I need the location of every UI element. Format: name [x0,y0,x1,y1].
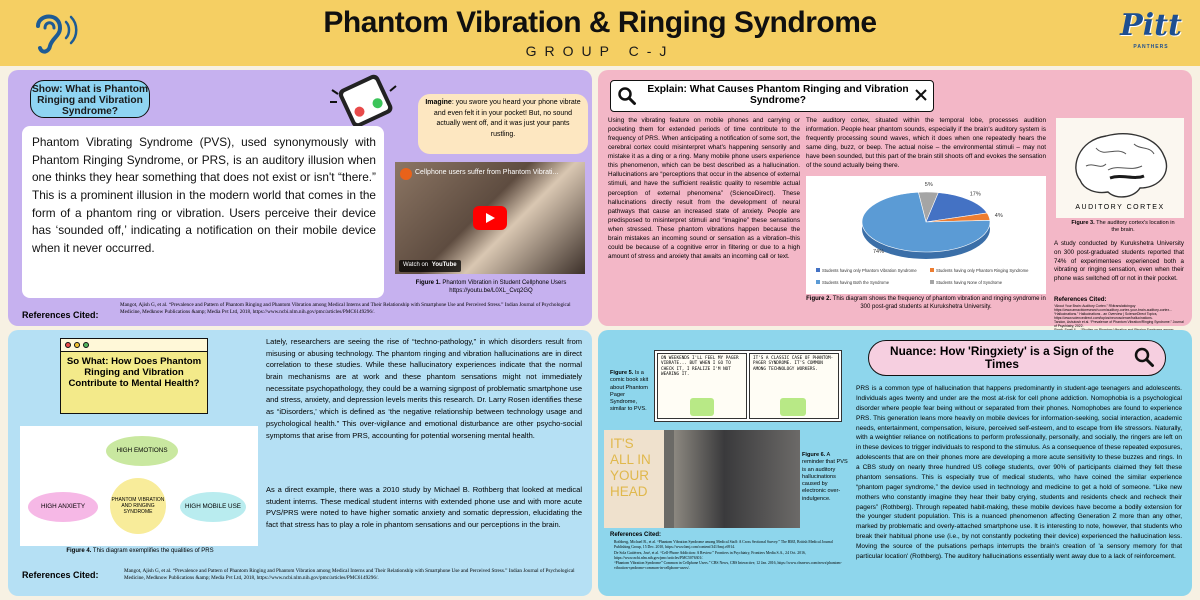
play-button[interactable] [473,206,507,230]
pie-chart-card [806,176,1046,294]
explain-reference-item: Tandon, Ashutosh et al. “Prevalence of Phantom Vibration/Ringing Syndrome.” Journal of Psychiatry, 2022. [1054,320,1184,329]
sowhat-references-label: References Cited: [22,570,99,580]
pie-chart [806,176,1046,294]
search-icon [1133,346,1155,368]
study-text: A study conducted by Kurukshetra University on 300 post-graduated students reported that 74% of experimentees experienced both a vibrating or ringing sensation, even when their phone was switched off or not in their pocket. [1054,240,1184,283]
dot-red-icon [65,342,71,348]
prs-center-node: PHANTOM VIBRATION AND RINGING SYNDROME [110,478,166,534]
pie-data-label: 74% [873,249,885,256]
sowhat-panel [8,330,592,596]
sowhat-paragraph-1: Lately, researchers are seeing the rise of “techno-pathology,” in which disorders result from misusing or abusing technology. The phantom ringing and vibration hallucinations are in direct correlation to these studies. While these hallucinatory experiences indicate that the normal brain mechanisms are at work and these phantom sensations might not immediately necessitate psychopathology, they could be a warning signpost of problematic smartphone use and stress, anxiety, and depression levels merits this research. Dr. Larry Rosen identifies these as “iDisorders,’ which is defined as ‘the negative relationship between technology usage and psychological health.” This over-vigilance and emotional disturbance are other psycho-social symptoms that arise from PRS, accounting for potential worsening mental health. [266,337,582,440]
high-emotions-node: HIGH EMOTIONS [106,436,178,466]
show-heading-text: Show: What is Phantom Ringing and Vibration Syndrome? [31,84,149,117]
nuance-references-list [614,540,848,571]
figure-2-text: This diagram shows the frequency of phantom vibration and ringing syndrome in 300 post-grad students at Kurukshetra University. [831,296,1046,310]
explain-heading-bar [610,80,934,112]
legend-swatch [930,268,934,272]
show-references-label: References Cited: [22,310,99,320]
high-anxiety-node: HIGH ANXIETY [28,492,98,522]
nuance-panel [598,330,1192,596]
close-icon [913,87,929,103]
sowhat-paragraph-2: As a direct example, there was a 2010 study by Michael B. Rothberg that looked at medical student interns. These medical student interns with extended phone use and with more acute PVS/PRS were noted to have higher somatic anxiety and somatic depression, elucidating the fact that stress has to play a role in phantom sensations and our perceptions in the brain. [266,485,582,530]
dot-green-icon [83,342,89,348]
legend-swatch [816,280,820,284]
explain-heading: Explain: What Causes Phantom Ringing and Vibration Syndrome? [647,84,909,106]
channel-avatar [400,168,412,180]
comic-panel-2-text: IT'S A CLASSIC CASE OF PHANTOM-PAGER SYNDROME. IT'S COMMON AMONG TECHNOLOGY WORKERS. [753,356,834,372]
figure-4-label: Figure 4. [66,548,92,554]
nuance-reference-item: “Phantom Vibration Syndrome” Common in Cellphone Users.” CBS News, CBS Interactive, 12 Jan. 2016, https://www.cbsnews.com/news/phantom-vibration-syndrome-common-in-cellphone-users/. [614,561,842,571]
legend-entry: Students having None of Syndrome [936,280,1003,285]
comic-panel-2 [749,353,839,419]
figure-5-text: Is a comic book skit about Phantom Pager Syndrome, similar to PVS. [610,370,649,413]
imagine-text: : you swore you heard your phone vibrate and even felt it in your pocket! But, no sound actually went off, and it was just your pants rustling. [433,99,581,138]
high-mobile-use-node: HIGH MOBILE USE [180,492,246,522]
explain-panel [598,70,1192,329]
legend-entry: Students having Both the Syndrome [822,280,890,285]
figure-4-caption [22,548,258,556]
legend-swatch [816,268,820,272]
nuance-references-label: References Cited: [610,532,662,538]
figure-3-caption [1068,220,1178,235]
photo-text: IT'S ALL IN YOUR HEAD [610,436,651,499]
show-paragraph: Phantom Vibrating Syndrome (PVS), used synonymously with Phantom Ringing Syndrome, or PRS, is an auditory illusion when one thinks they hear something that does not exist or isn't “there.” This is a prominent illusion in the modern world that comes in the form of a phantom ring or vibration. Users perceive their device has ‘sounded off,’ indicating a notification on their mobile device when it never occurred. [32,135,376,256]
brain-icon [1056,118,1184,218]
nuance-heading: Nuance: How 'Ringxiety' is a Sign of the Times [890,344,1114,371]
page-title: Phantom Vibration & Ringing Syndrome [323,6,877,39]
legend-entry: Students having only Phantom Vibration Syndrome [822,268,917,273]
nuance-reference-item: De Sola Gutiérrez, José, et al. “Cell-Phone Addiction: A Review.” Frontiers in Psychiatry, Frontiers Media S.A., 24 Oct. 2016, https://www.ncbi.nlm.nih.gov/pmc/articles/PMC5076301/. [614,550,806,560]
legend-swatch [930,280,934,284]
figure-1-label: Figure 1. [415,280,441,286]
show-references-text: Mangot, Ajish G, et al. “Prevalence and Pattern of Phantom Ringing and Phantom Vibration among Medical Interns and Their Relationship with Smartphone Use and Perceived Stress.” Indian Journal of Psychological Medicine, Medknow Publications &amp; Media Pvt Ltd, 2018, https://www.ncbi.nlm.nih.gov/pmc/articles/PMC6149296/. [120,302,571,315]
figure-3-text: The auditory cortex's location in the brain. [1094,220,1175,234]
comic-panel-1-text: ON WEEKENDS I'LL FEEL MY PAGER VIBRATE... BUT WHEN I GO TO CHECK IT, I REALIZE I'M NOT WEARING IT. [661,356,739,378]
nuance-reference-item: Rothberg, Michael B., et al. “Phantom Vibration Syndrome among Medical Staff: A Cross Sectional Survey.” The BMJ, British Medical Journal Publishing Group, 15 Dec. 2010, https://www.bmj.com/content/341/bmj.c6914. [614,540,833,549]
video-title[interactable]: Cellphone users suffer from Phantom Vibrati... [415,169,559,176]
imagine-box [418,94,588,154]
pitt-logo [1116,8,1186,60]
watch-on-youtube[interactable] [399,260,461,272]
its-all-in-your-head-photo [604,430,800,528]
group-label: GROUP C-J [525,43,675,59]
legend-entry: Students having only Phantom Ringing Syndrome [936,268,1029,273]
explain-references-label: References Cited: [1054,296,1107,303]
figure-4-text: This diagram exemplifies the qualities of PRS [91,548,214,554]
comic-strip [654,350,842,422]
explain-column-2: The auditory cortex, situated within the temporal lobe, processes audition information. People hear phantom sounds, especially if the brain's auditory system is frequently processing sound waves, which it does when one repeatedly hears the same ding, buzz, or beep. The actual noise – the environmental stimuli – may not have been sounded, but this part of the brain still shoots off and evokes the sensation of the sound actually being there. [806,117,1046,170]
pie-data-label: 17% [969,191,981,198]
nuance-heading-box [868,340,1166,376]
watch-on-label: Watch on [403,262,429,268]
figure-1-caption [396,280,586,296]
figure-6-text: A reminder that PVS is an auditory hallucinations caused by electronic over-indulgence. [802,452,848,502]
show-panel [8,70,592,326]
imagine-label: Imagine [425,99,452,106]
window-dots [61,339,207,352]
comic-character-icon [780,398,806,416]
prs-diagram [20,426,258,546]
ear-icon [28,8,84,60]
figure-5-caption [610,370,652,414]
pitt-logo-subtext: PANTHERS [1133,44,1169,50]
figure-6-label: Figure 6. [802,452,826,458]
auditory-cortex-image [1056,118,1184,218]
phone-illustration [326,72,406,132]
video-embed[interactable] [395,162,585,274]
explain-column-1: Using the vibrating feature on mobile phones and carrying or pocketing them for extended periods of time contribute to the frequency of PRS. When anticipating a notification of some sort, the cerebral cortex could misinterpret what's happening sensorily and mistake it as a ding or a ring. Many mobile phone users experience this phenomenon, which can be best described as a hallucination. Hallucinations are “perceptions that occur in the absence of external stimuli, and have the sufficient realistic quality to resemble actual perception of external phenomena” (ScienceDirect). These hallucinations directly result from the development of neural pathways that cause an increased state of anxiety. People are predisposed to misinterpret stimuli and “imagine” these sensations when stressed. These phantom vibrations happen because the brain mistakes an incoming sound or sensation as a vibration–this could be because of a cognitive error in filtering or due to a high amount of stress and anxiety that awaits an incoming call or text. [608,117,800,260]
nuance-body: PRS is a common type of hallucination that happens predominantly in student-age teenagers and adolescents. Individuals ages twenty and under are the most at-risk for cell phone addiction. Nomophobia is a psychological disorder where people fear being without or separated from their phones. Nomophobes are found to experience PRS. This generation leans more heavily on mobile devices for information-seeking, social interaction, academic needs, entertainment, compensation, leisure, perceived self-esteem, and to escape from life stressors. Naturally, with a weightier reliance on notifications to perform professionally, personally, and socially, the ringers are left on in these devices to trigger individuals to respond to the stimulus. As a consequence of these repeated exposures, adolescents that are on their phones more are developing a more acute sensitivity to these buzzes and rings. In a CBS study on nearly three hundred US college students, over 90% of participants claimed they felt these phantom sensations. This is especially true of medical students, who have coined the similar experience “phantom pager syndrome,” the device used in technology and medicine to get a hold of someone. “Like new mothers who constantly imagine they hear their baby crying, students and residents check and recheck their pagers” (Rothberg). Through repeated habit-making, these mobile devices have become a bodily extension for the younger student population. This is a nuanced phenomenon affecting Generation Z more than any other, marked by problematic and overly-attached smartphone use. It is interesting to note, however, that students who break their habitual phone use (i.e., by not constantly pocketing their device) experienced the hallucination less. Moving the source of the pulsations perhaps interrupts the brain's creation of 'a sensory memory for that particular location' (Rothberg). The auditory hallucinations essentially went away due to a lack of reinforcement. [856,385,1182,560]
explain-reference-item: “About Your Brain: Auditory Cortex.” RNtranslatioinguy https://www.arnacbioresearch.com/auditory-cortex-your-brain-auditory-cortex... [1054,304,1172,313]
dot-yellow-icon [74,342,80,348]
photo-figure [674,430,800,528]
figure-3-label: Figure 3. [1071,220,1095,226]
magnifier-icon [617,86,637,106]
photo-text-panel [604,430,664,528]
pie-data-label: 5% [924,182,933,189]
explain-reference-item: “Hallucinations.” Hallucinations - an Overview | ScienceDirect Topics, https://www.sciencedirect.com/topics/neuroscience/hallucinations. [1054,312,1158,321]
sowhat-references-text: Mangot, Ajish G, et al. “Prevalence and Pattern of Phantom Ringing and Phantom Vibration among Medical Interns and Their Relationship with Smartphone Use and Perceived Stress.” Indian Journal of Psychological Medicine, Medknow Publications &amp; Media Pvt Ltd, 2018, https://www.ncbi.nlm.nih.gov/pmc/articles/PMC6149296/. [124,568,575,581]
figure-1-text: Phantom Vibration in Student Cellphone Users https://youtu.be/L0XL_Cvq2GQ [440,280,567,294]
figure-6-caption [802,452,848,503]
figure-2-caption [802,296,1050,312]
pitt-logo-text: Pitt [1120,8,1182,43]
sowhat-heading: So What: How Does Phantom Ringing and Vibration Contribute to Mental Health? [66,356,202,389]
comic-panel-1 [657,353,747,419]
auditory-cortex-label: AUDITORY CORTEX [1075,204,1165,211]
figure-2-label: Figure 2. [806,296,832,302]
comic-character-icon [690,398,714,416]
youtube-brand: YouTube [431,262,457,268]
pie-data-label: 4% [994,213,1003,220]
sowhat-heading-card [60,338,208,414]
show-heading [30,80,150,118]
figure-5-label: Figure 5. [610,370,634,376]
show-definition-card [22,126,384,298]
